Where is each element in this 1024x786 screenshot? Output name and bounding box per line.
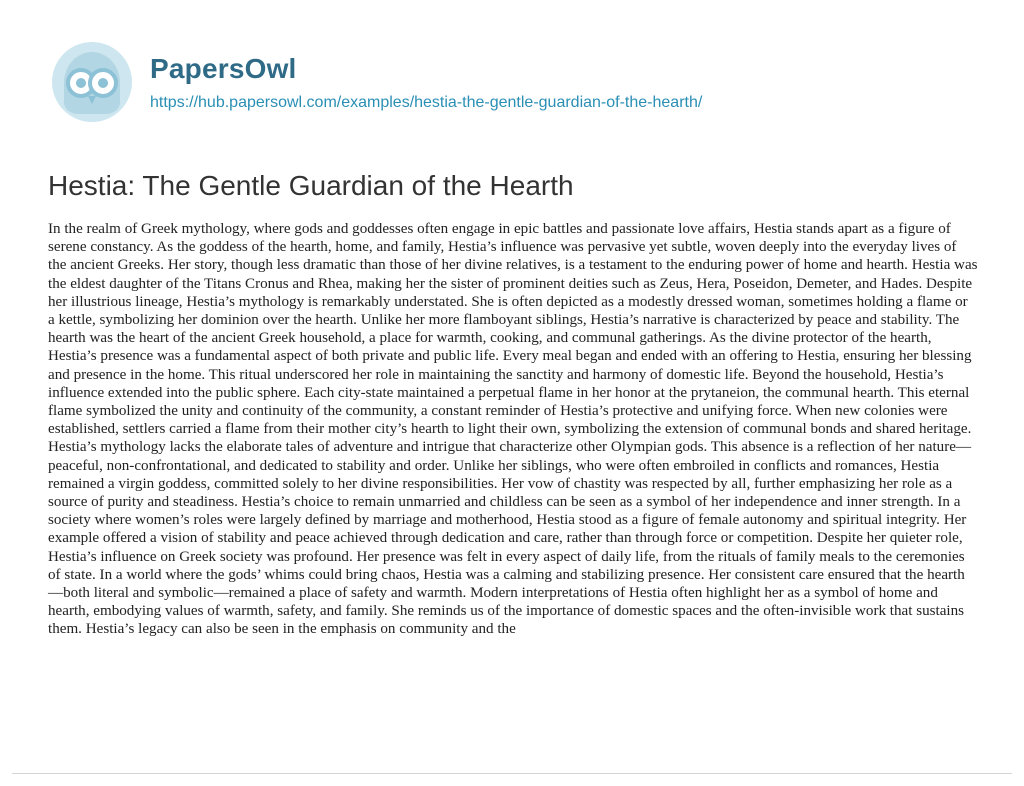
brand-text [150, 52, 702, 112]
article-url-link[interactable]: https://hub.papersowl.com/examples/hestia-the-gentle-guardian-of-the-hearth/ [150, 94, 703, 111]
owl-logo-icon[interactable] [50, 40, 134, 124]
site-header [50, 40, 702, 124]
page-divider [12, 773, 1012, 774]
article-body: In the realm of Greek mythology, where gods and goddesses often engage in epic battles and passionate love affairs, Hestia stands apart as a figure of serene constancy. As the goddess of the hearth, home, and family, Hestia’s influence was pervasive yet subtle, woven deeply into the everyday lives of the ancient Greeks. Her story, though less dramatic than those of her divine relatives, is a testament to the enduring power of home and hearth. Hestia was the eldest daughter of the Titans Cronus and Rhea, making her the sister of prominent deities such as Zeus, Hera, Poseidon, Demeter, and Hades. Despite her illustrious lineage, Hestia’s mythology is remarkably understated. She is often depicted as a modestly dressed woman, sometimes holding a flame or a kettle, symbolizing her dominion over the hearth. Unlike her more flamboyant siblings, Hestia’s narrative is characterized by peace and stability. The hearth was the heart of the ancient Greek household, a place for warmth, cooking, and communal gatherings. As the divine protector of the hearth, Hestia’s presence was a fundamental aspect of both private and public life. Every meal began and ended with an offering to Hestia, ensuring her blessing and presence in the home. This ritual underscored her role in maintaining the sanctity and harmony of domestic life. Beyond the household, Hestia’s influence extended into the public sphere. Each city-state maintained a perpetual flame in her honor at the prytaneion, the communal hearth. This eternal flame symbolized the unity and continuity of the community, a constant reminder of Hestia’s protective and unifying force. When new colonies were established, settlers carried a flame from their mother city’s hearth to light their own, symbolizing the extension of communal bonds and shared heritage. Hestia’s mythology lacks the elaborate tales of adventure and intrigue that characterize other Olympian gods. This absence is a reflection of her nature—peaceful, non-confrontational, and dedicated to stability and order. Unlike her siblings, who were often embroiled in conflicts and romances, Hestia remained a virgin goddess, committed solely to her divine responsibilities. Her vow of chastity was respected by all, further emphasizing her role as a source of purity and steadiness. Hestia’s choice to remain unmarried and childless can be seen as a symbol of her independence and inner strength. In a society where women’s roles were largely defined by marriage and motherhood, Hestia stood as a figure of female autonomy and spiritual integrity. Her example offered a vision of stability and peace achieved through dedication and care, rather than through force or competition. Despite her quieter role, Hestia’s influence on Greek society was profound. Her presence was felt in every aspect of daily life, from the rituals of family meals to the ceremonies of state. In a world where the gods’ whims could bring chaos, Hestia was a calming and stabilizing presence. Her consistent care ensured that the hearth—both literal and symbolic—remained a place of safety and warmth. Modern interpretations of Hestia often highlight her as a symbol of home and hearth, embodying values of warmth, safety, and family. She reminds us of the importance of domestic spaces and the often-invisible work that sustains them. Hestia’s legacy can also be seen in the emphasis on community and the [48, 221, 978, 638]
brand-name[interactable]: PapersOwl [150, 53, 297, 84]
article-title: Hestia: The Gentle Guardian of the Hearth [48, 170, 574, 201]
